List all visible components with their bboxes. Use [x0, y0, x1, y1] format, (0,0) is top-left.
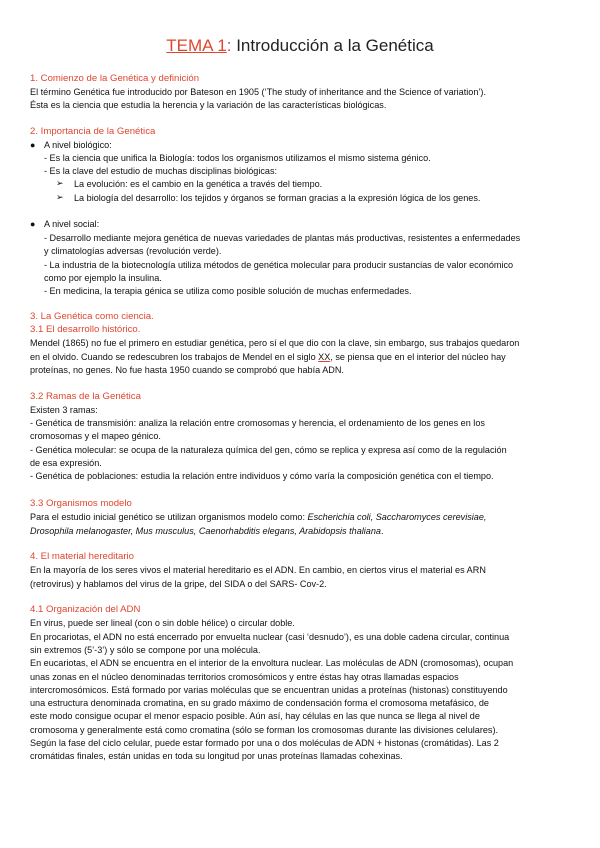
branches-line: - Genética de poblaciones: estudia la relación entre individuos y cómo varía la composición genética con el tiempo. [30, 471, 494, 481]
model-line: Para el estudio inicial genético se utilizan organismos modelo como: Escherichia coli, Saccharomyces cerevisiae, [30, 512, 487, 522]
page-title [0, 36, 600, 56]
bio-title: A nivel biológico: [44, 140, 112, 150]
social-item: y climatologías adversas (revolución verde). [44, 246, 222, 256]
history-line: en el olvido. Cuando se redescubren los trabajos de Mendel en el siglo XX, se piensa que en el interior del núcleo hay [30, 352, 506, 362]
title-tema: TEMA 1 [166, 36, 227, 55]
arrow-bullet-icon: ➢ [56, 192, 64, 202]
section-3-heading: 3. La Genética como ciencia. [30, 311, 154, 322]
history-line: proteínas, no genes. No fue hasta 1950 cuando se comprobó que había ADN. [30, 365, 344, 375]
subsection-3-2-heading: 3.2 Ramas de la Genética [30, 391, 141, 402]
section-1-line: El término Genética fue introducido por Bateson en 1905 (‘The study of inheritance and the Science of variation’). [30, 87, 486, 97]
subsection-4-1-heading: 4.1 Organización del ADN [30, 604, 141, 615]
branches-line: Existen 3 ramas: [30, 405, 98, 415]
dna-line: Según la fase del ciclo celular, puede estar formado por una o dos moléculas de ADN + histonas (cromátidas). Las 2 [30, 738, 499, 748]
bullet-icon: ● [30, 219, 36, 229]
hereditary-line: (retrovirus) y hablamos del virus de la gripe, del SIDA o del SARS- Cov-2. [30, 579, 327, 589]
hereditary-line: En la mayoría de los seres vivos el material hereditario es el ADN. En cambio, en ciertos virus el material es ARN [30, 565, 486, 575]
bio-item: - Es la ciencia que unifica la Biología: todos los organismos utilizamos el mismo sistema génico. [44, 153, 431, 163]
title-text: Introducción a la Genética [231, 36, 434, 55]
dna-line: cromosoma y generalmente está como cromatina (sólo se forman los cromosomas durante las divisiones celulares). [30, 725, 499, 735]
social-item: - Desarrollo mediante mejora genética de nuevas variedades de plantas más productivas, resistentes a enfermedades [44, 233, 521, 243]
title-colon: : [226, 36, 232, 55]
bio-item: - Es la clave del estudio de muchas disciplinas biológicas: [44, 166, 278, 176]
branches-line: - Genética de transmisión: analiza la relación entre cromosomas y herencia, el ordenamiento de los genes en los [30, 418, 485, 428]
arrow-item: La biología del desarrollo: los tejidos y órganos se forman gracias a la expresión lógica de los genes. [74, 193, 481, 203]
dna-line: cromátidas finales, están unidas en toda su longitud por unas proteínas llamadas cohexinas. [30, 751, 403, 761]
social-item: - La industria de la biotecnología utiliza métodos de genética molecular para producir sustancias de valor económico [44, 260, 514, 270]
dna-line: este modo consigue ocupar el menor espacio posible. Aún así, hay células en las que nunca se llega al nivel de [30, 711, 480, 721]
social-title: A nivel social: [44, 219, 100, 229]
section-1-heading: 1. Comienzo de la Genética y definición [30, 73, 200, 84]
branches-line: - Genética molecular: se ocupa de la naturaleza química del gen, cómo se replica y expresa así como de la regulación [30, 445, 507, 455]
branches-line: de esa expresión. [30, 458, 102, 468]
century-xx: XX [318, 352, 331, 362]
section-1-line: Ésta es la ciencia que estudia la herencia y la variación de las características biológicas. [30, 100, 387, 110]
social-item: como por ejemplo la insulina. [44, 273, 162, 283]
dna-line: En virus, puede ser lineal (con o sin doble hélice) o circular doble. [30, 618, 295, 628]
dna-line: unas zonas en el núcleo denominadas territorios cromosómicos y entre éstas hay otras llamadas espacios [30, 672, 459, 682]
dna-line: sin extremos (5’-3’) y sólo se compone por una molécula. [30, 645, 261, 655]
dna-line: una estructura denominada cromatina, en su grado máximo de condensación forma el cromosoma metafásico, de [30, 698, 489, 708]
model-line: Drosophila melanogaster, Mus musculus, Caenorhabditis elegans, Arabidopsis thaliana. [30, 526, 384, 536]
history-line: Mendel (1865) no fue el primero en estudiar genética, pero sí el que dio con la clave, sin embargo, sus trabajos quedaron [30, 338, 520, 348]
dna-line: En eucariotas, el ADN se encuentra en el interior de la envoltura nuclear. Las moléculas de ADN (cromosomas), ocupan [30, 658, 514, 668]
section-2-heading: 2. Importancia de la Genética [30, 126, 156, 137]
social-item: - En medicina, la terapia génica se utiliza como posible solución de muchas enfermedades. [44, 286, 412, 296]
subsection-3-3-heading: 3.3 Organismos modelo [30, 498, 132, 509]
arrow-bullet-icon: ➢ [56, 178, 64, 188]
section-4-heading: 4. El material hereditario [30, 551, 134, 562]
subsection-3-1-heading: 3.1 El desarrollo histórico. [30, 324, 141, 335]
bullet-icon: ● [30, 140, 36, 150]
dna-line: intercromosómicos. Está formado por varias moléculas que se encuentran unidas a proteínas (histonas) constituyendo [30, 685, 508, 695]
branches-line: cromosomas y el mapeo génico. [30, 431, 161, 441]
dna-line: En procariotas, el ADN no está encerrado por envuelta nuclear (casi ‘desnudo’), es una doble cadena circular, continua [30, 632, 510, 642]
arrow-item: La evolución: es el cambio en la genética a través del tiempo. [74, 179, 323, 189]
